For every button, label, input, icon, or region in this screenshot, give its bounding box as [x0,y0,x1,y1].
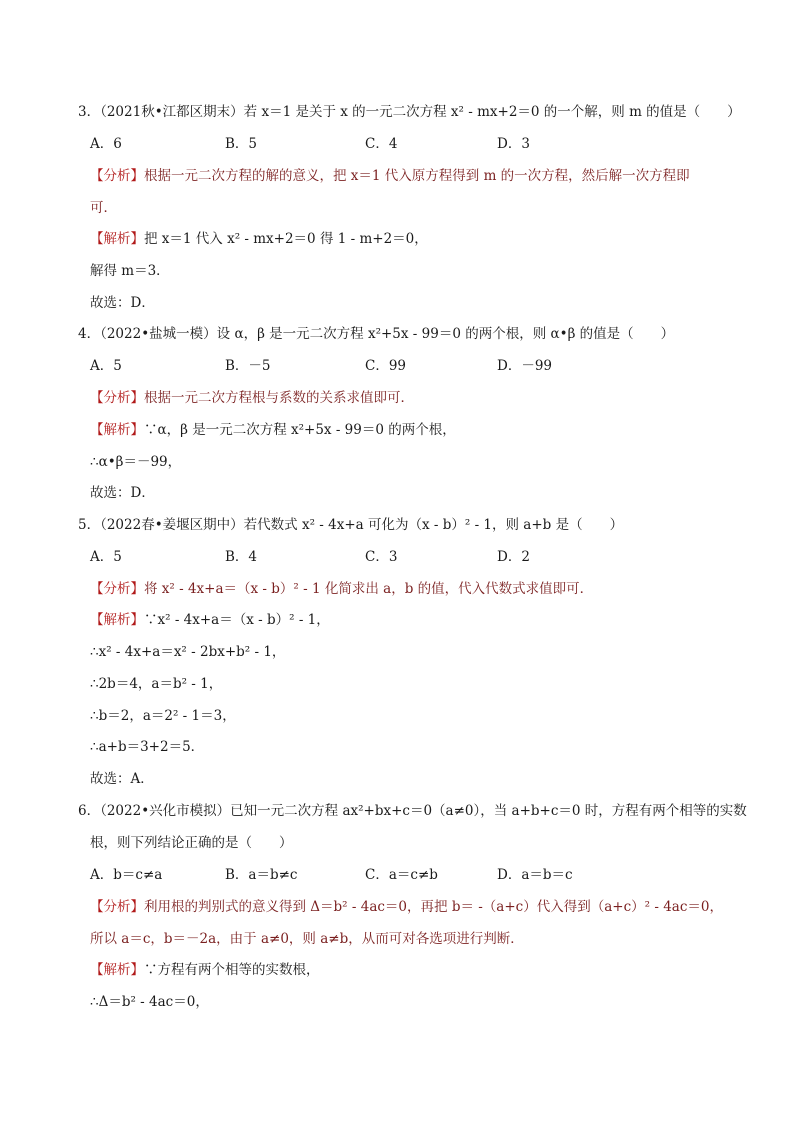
question-6-analysis-cont: 所以 a＝c，b＝－2a，由于 a≠0，则 a≠b，从而可对各选项进行判断． [90,931,524,947]
question-6-solution-line-2: ∴Δ＝b² - 4ac＝0， [90,994,209,1010]
question-6-option-a: A．b＝c≠a [90,867,163,883]
question-4-option-a: A．5 [90,358,122,374]
analysis-text: 利用根的判别式的意义得到 Δ＝b² - 4ac＝0，再把 b＝ -（a+c）代入得到（a+c）² - 4ac＝0， [144,899,723,915]
question-3-solution [90,230,428,248]
solution-tag: 【解析】 [90,231,144,247]
question-3-analysis-cont: 可． [90,200,117,216]
solution-text: 把 x＝1 代入 x² - mx+2＝0 得 1 - m+2＝0， [144,231,428,247]
question-4-option-c: C．99 [365,358,407,374]
question-5-option-b: B．4 [225,549,258,565]
solution-tag: 【解析】 [90,612,144,628]
question-3-option-a: A．6 [90,136,122,152]
question-4-solution [90,421,456,439]
question-5-option-c: C．3 [365,549,398,565]
question-6-analysis [90,898,723,916]
question-4-answer: 故选：D． [90,485,155,501]
question-6-option-c: C．a＝c≠b [365,867,438,883]
question-6-option-d: D．a＝b＝c [497,867,573,883]
question-4-stem: 4．（2022•盐城一模）设 α，β 是一元二次方程 x²+5x - 99＝0 的两个根，则 α•β 的值是（ ） [78,326,675,342]
question-5-solution-line-2: ∴x² - 4x+a＝x² - 2bx+b² - 1， [90,644,286,660]
analysis-tag: 【分析】 [90,581,144,597]
analysis-text: 将 x² - 4x+a＝（x - b）² - 1 化简求出 a，b 的值，代入代数式求值即可． [144,581,594,597]
question-5-analysis [90,580,593,598]
question-5-answer: 故选：A． [90,771,154,787]
question-6-stem: 6．（2022•兴化市模拟）已知一元二次方程 ax²+bx+c＝0（a≠0），当 a+b+c＝0 时，方程有两个相等的实数 [78,803,747,819]
question-5-option-d: D．2 [497,549,530,565]
question-3-stem: 3．（2021秋•江都区期末）若 x＝1 是关于 x 的一元二次方程 x² - mx+2＝0 的一个解，则 m 的值是（ ） [78,104,741,120]
question-6-option-b: B．a＝b≠c [225,867,298,883]
question-4-analysis [90,389,414,407]
question-3-analysis [90,167,690,185]
question-5-solution-line-4: ∴b＝2，a＝2² - 1＝3， [90,708,236,724]
solution-text: ∵x² - 4x+a＝（x - b）² - 1， [144,612,330,628]
question-3-answer: 故选：D． [90,295,155,311]
question-3-solution-line: 解得 m＝3． [90,263,170,279]
question-3-option-b: B．5 [225,136,258,152]
analysis-text: 根据一元二次方程的解的意义，把 x＝1 代入原方程得到 m 的一次方程，然后解一次方程即 [144,168,690,184]
question-5-solution-line-5: ∴a+b＝3+2＝5． [90,739,205,755]
analysis-text: 根据一元二次方程根与系数的关系求值即可． [144,390,414,406]
question-3-option-d: D．3 [497,136,530,152]
question-4-option-d: D．－99 [497,358,553,374]
analysis-tag: 【分析】 [90,168,144,184]
question-5-option-a: A．5 [90,549,122,565]
solution-tag: 【解析】 [90,422,144,438]
question-6-solution [90,961,320,979]
solution-text: ∵α，β 是一元二次方程 x²+5x - 99＝0 的两个根， [144,422,456,438]
question-3-option-c: C．4 [365,136,398,152]
question-5-solution-line-3: ∴2b＝4，a＝b² - 1， [90,676,223,692]
question-5-solution [90,611,330,629]
question-4-option-b: B．－5 [225,358,271,374]
question-4-solution-line: ∴α•β＝－99， [90,454,182,470]
solution-text: ∵方程有两个相等的实数根， [144,962,320,978]
solution-tag: 【解析】 [90,962,144,978]
analysis-tag: 【分析】 [90,899,144,915]
question-6-stem-cont: 根，则下列结论正确的是（ ） [90,835,293,851]
question-5-stem: 5．（2022春•姜堰区期中）若代数式 x² - 4x+a 可化为（x - b）² - 1，则 a+b 是（ ） [78,517,624,533]
analysis-tag: 【分析】 [90,390,144,406]
